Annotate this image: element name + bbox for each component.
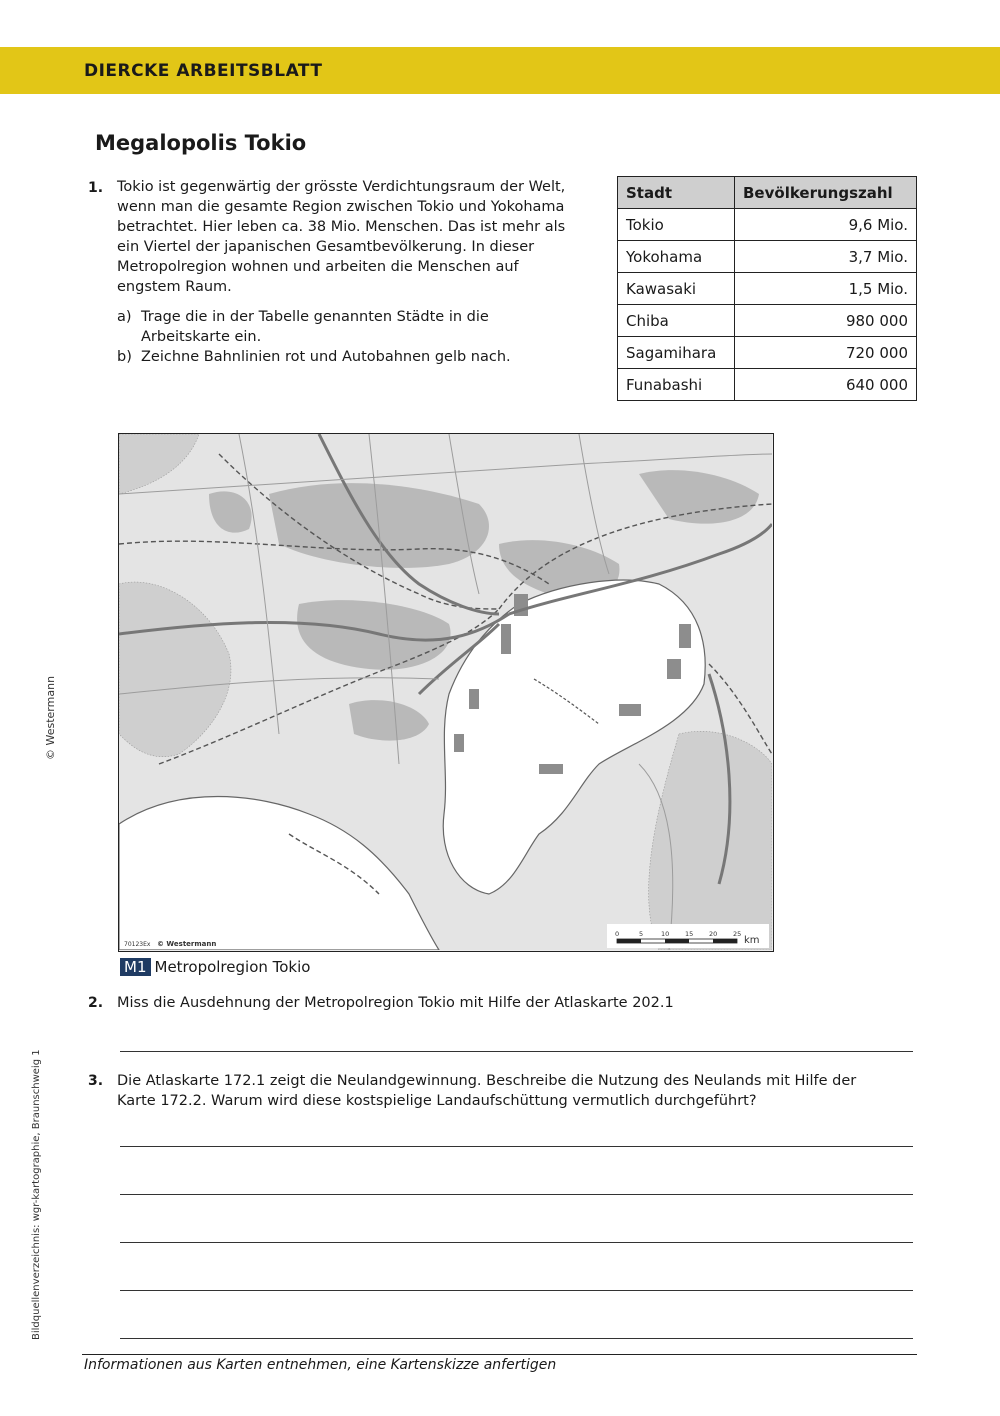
answer-line[interactable]	[120, 1290, 913, 1291]
map-code: 70123Ex	[124, 941, 151, 948]
task-1-line: Metropolregion wohnen und arbeiten die Menschen auf	[117, 259, 519, 275]
answer-line[interactable]	[120, 1242, 913, 1243]
scale-tick-label: 5	[639, 930, 644, 938]
map-caption	[120, 958, 310, 976]
population-cell: 640 000	[735, 369, 917, 401]
task-1a-line: Trage die in der Tabelle genannten Städte in die	[141, 309, 489, 325]
table-header-city: Stadt	[618, 177, 735, 209]
table-row	[618, 305, 917, 337]
answer-line[interactable]	[120, 1194, 913, 1195]
scale-tick-label: 0	[615, 930, 620, 938]
scale-bar	[617, 939, 737, 943]
scale-tick-label: 25	[733, 930, 742, 938]
city-cell: Chiba	[618, 305, 735, 337]
population-cell: 3,7 Mio.	[735, 241, 917, 273]
task-1-line: betrachtet. Hier leben ca. 38 Mio. Menschen. Das ist mehr als	[117, 219, 566, 235]
task-1-line: Tokio ist gegenwärtig der grösste Verdichtungsraum der Welt,	[117, 179, 566, 195]
task-1a	[117, 307, 489, 347]
task-1-line: ein Viertel der japanischen Gesamtbevölkerung. In dieser	[117, 239, 535, 255]
task-1b-mark: b)	[117, 349, 132, 365]
task-1b-text: Zeichne Bahnlinien rot und Autobahnen gelb nach.	[141, 349, 511, 365]
answer-line[interactable]	[120, 1338, 913, 1339]
task-3-line: Die Atlaskarte 172.1 zeigt die Neulandgewinnung. Beschreibe die Nutzung des Neulands mit Hilfe der	[117, 1073, 857, 1089]
scale-tick-label: 20	[709, 930, 718, 938]
city-cell: Sagamihara	[618, 337, 735, 369]
city-cell: Tokio	[618, 209, 735, 241]
table-header-population: Bevölkerungszahl	[735, 177, 917, 209]
task-1a-line: Arbeitskarte ein.	[141, 329, 262, 345]
page-title: Megalopolis Tokio	[95, 131, 307, 155]
table-row	[618, 241, 917, 273]
population-table	[617, 176, 917, 401]
city-cell: Yokohama	[618, 241, 735, 273]
task-2-text: Miss die Ausdehnung der Metropolregion Tokio mit Hilfe der Atlaskarte 202.1	[117, 995, 674, 1011]
answer-line[interactable]	[120, 1051, 913, 1052]
city-cell: Funabashi	[618, 369, 735, 401]
answer-line[interactable]	[120, 1146, 913, 1147]
task-1a-mark: a)	[117, 309, 132, 325]
tokyo-map	[118, 433, 774, 952]
population-cell: 1,5 Mio.	[735, 273, 917, 305]
table-row	[618, 273, 917, 305]
task-1b	[117, 347, 511, 367]
header-title: DIERCKE ARBEITSBLATT	[84, 61, 323, 81]
table-row	[618, 209, 917, 241]
city-cell: Kawasaki	[618, 273, 735, 305]
footer-divider	[82, 1354, 917, 1355]
side-sources: Bildquellenverzeichnis: wgr-kartographie, Braunschweig 1	[31, 1049, 42, 1340]
side-copyright: © Westermann	[44, 675, 57, 760]
map-caption-text: Metropolregion Tokio	[154, 958, 311, 976]
task-1-line: engstem Raum.	[117, 279, 232, 295]
scale-unit: km	[744, 935, 760, 946]
scale-tick-label: 10	[661, 930, 670, 938]
map-caption-badge: M1	[120, 958, 151, 976]
task-2-number: 2.	[88, 995, 104, 1011]
task-1-number: 1.	[88, 180, 104, 196]
task-3-text	[117, 1071, 856, 1111]
population-cell: 720 000	[735, 337, 917, 369]
population-cell: 980 000	[735, 305, 917, 337]
footer-text: Informationen aus Karten entnehmen, eine Kartenskizze anfertigen	[84, 1357, 557, 1373]
task-1-line: wenn man die gesamte Region zwischen Tokio und Yokohama	[117, 199, 565, 215]
task-1-text	[117, 177, 597, 297]
map-credit: © Westermann	[157, 940, 217, 948]
table-row	[618, 337, 917, 369]
task-3-number: 3.	[88, 1073, 104, 1089]
table-row	[618, 369, 917, 401]
population-cell: 9,6 Mio.	[735, 209, 917, 241]
table-header-row	[618, 177, 917, 209]
scale-tick-label: 15	[685, 930, 694, 938]
task-3-line: Karte 172.2. Warum wird diese kostspielige Landaufschüttung vermutlich durchgeführt?	[117, 1093, 757, 1109]
